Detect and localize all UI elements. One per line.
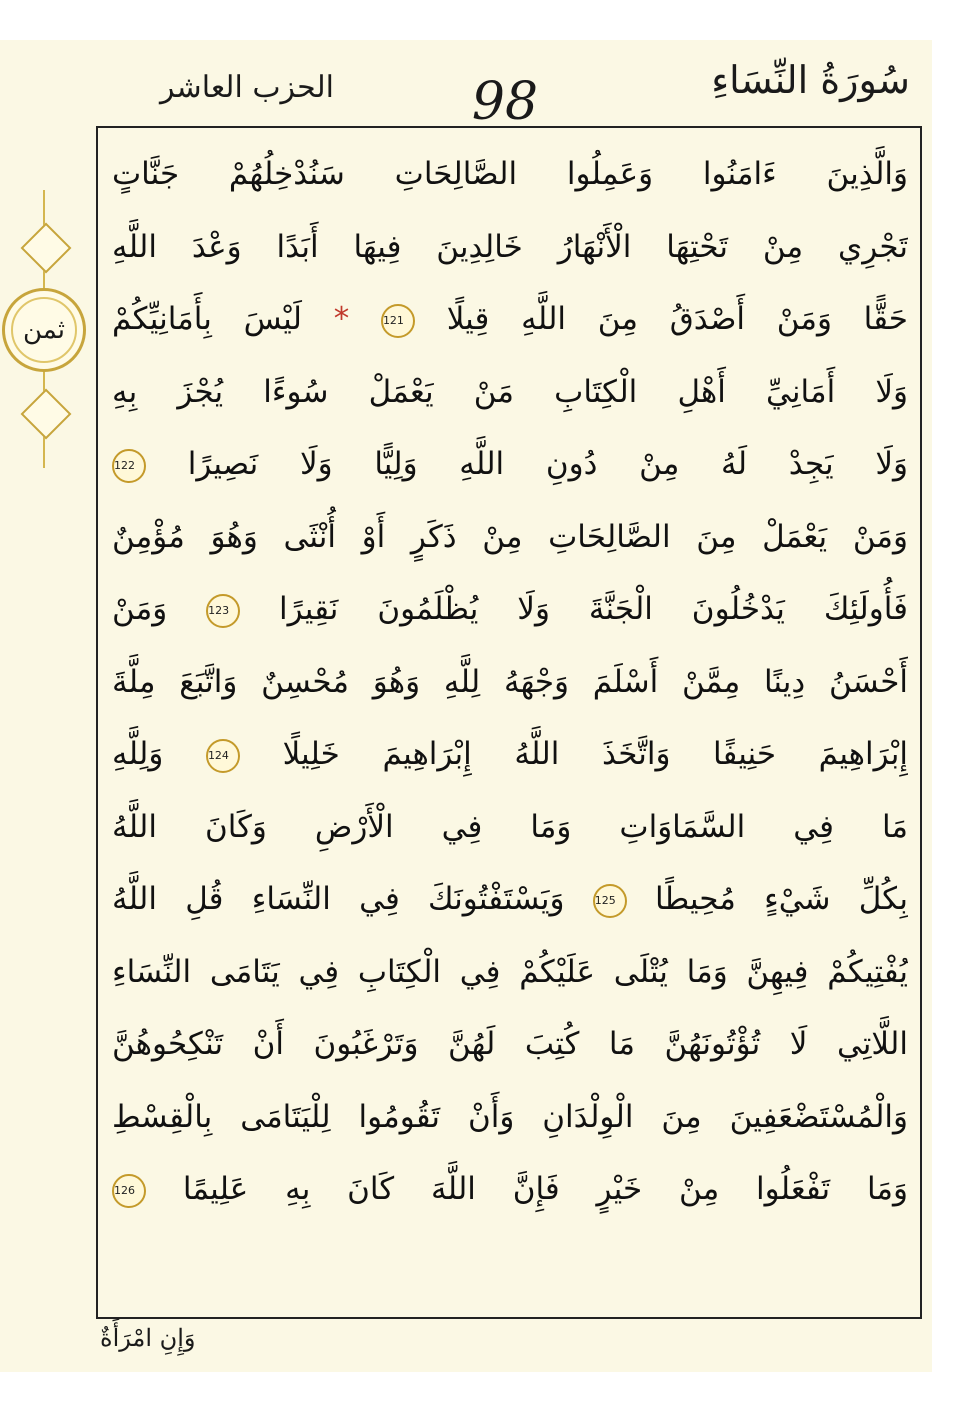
verse-text: مَا فِي السَّمَاوَاتِ وَمَا فِي الْأَرْضِ وَكَانَ اللَّهُ <box>112 808 908 845</box>
verse-text: وَلِلَّهِ <box>112 736 164 772</box>
ayah-number-marker: 122 <box>112 449 146 483</box>
ayah-number-marker: 124 <box>206 739 240 773</box>
verse-text: اللَّاتِي لَا تُؤْتُونَهُنَّ مَا كُتِبَ لَهُنَّ وَتَرْغَبُونَ أَنْ تَنْكِحُوهُنَّ <box>112 1026 908 1062</box>
verse-text: وَمَنْ يَعْمَلْ مِنَ الصَّالِحَاتِ مِنْ ذَكَرٍ أَوْ أُنْثَى وَهُوَ مُؤْمِنٌ <box>112 518 908 555</box>
verse-line <box>112 791 908 864</box>
verse-line <box>112 356 908 429</box>
thumn-star-mark: * <box>333 301 350 337</box>
verse-text: لَيْسَ بِأَمَانِيِّكُمْ <box>112 301 302 337</box>
verse-line <box>112 283 908 356</box>
verse-line <box>112 1081 908 1154</box>
verse-line <box>112 718 908 791</box>
verse-text: وَلَا يَجِدْ لَهُ مِنْ دُونِ اللَّهِ وَلِيًّا وَلَا نَصِيرًا <box>187 446 908 482</box>
text-frame <box>96 126 922 1319</box>
ayah-number-marker: 125 <box>593 884 627 918</box>
verse-text: بِكُلِّ شَيْءٍ مُحِيطًا <box>655 881 908 917</box>
verse-line <box>112 428 908 501</box>
verse-line <box>112 1008 908 1081</box>
verse-text: وَمَا تَفْعَلُوا مِنْ خَيْرٍ فَإِنَّ اللَّهَ كَانَ بِهِ عَلِيمًا <box>182 1171 908 1207</box>
verse-line <box>112 573 908 646</box>
ayah-number-marker: 123 <box>206 594 240 628</box>
thumn-medallion <box>2 288 86 372</box>
thumn-label: ثمن <box>22 315 66 345</box>
ayah-number-marker: 121 <box>381 304 415 338</box>
catchword: وَإِنِ امْرَأَةٌ <box>100 1324 196 1352</box>
verse-text: إِبْرَاهِيمَ حَنِيفًا وَاتَّخَذَ اللَّهُ إِبْرَاهِيمَ خَلِيلًا <box>282 736 908 772</box>
verse-text: وَلَا أَمَانِيِّ أَهْلِ الْكِتَابِ مَنْ يَعْمَلْ سُوءًا يُجْزَ بِهِ <box>112 373 908 410</box>
verse-text: أَحْسَنُ دِينًا مِمَّنْ أَسْلَمَ وَجْهَهُ لِلَّهِ وَهُوَ مُحْسِنٌ وَاتَّبَعَ مِلَّةَ <box>112 663 908 700</box>
verse-lines <box>112 138 908 1226</box>
verse-line <box>112 501 908 574</box>
verse-line <box>112 211 908 284</box>
verse-text: وَالَّذِينَ ءَامَنُوا وَعَمِلُوا الصَّالِحَاتِ سَنُدْخِلُهُمْ جَنَّاتٍ <box>112 156 908 192</box>
verse-text: وَمَنْ <box>112 591 168 627</box>
verse-line <box>112 1153 908 1226</box>
verse-line <box>112 646 908 719</box>
verse-line <box>112 138 908 211</box>
verse-text: وَيَسْتَفْتُونَكَ فِي النِّسَاءِ قُلِ اللَّهُ <box>112 881 565 917</box>
ayah-number-marker: 126 <box>112 1174 146 1208</box>
verse-text: وَالْمُسْتَضْعَفِينَ مِنَ الْوِلْدَانِ وَأَنْ تَقُومُوا لِلْيَتَامَى بِالْقِسْطِ <box>112 1098 908 1135</box>
verse-text: تَجْرِي مِنْ تَحْتِهَا الْأَنْهَارُ خَالِدِينَ فِيهَا أَبَدًا وَعْدَ اللَّهِ <box>112 228 908 265</box>
surah-title: سُورَةُ النِّسَاءِ <box>711 58 910 102</box>
verse-text: فَأُولَئِكَ يَدْخُلُونَ الْجَنَّةَ وَلَا يُظْلَمُونَ نَقِيرًا <box>279 591 908 627</box>
verse-text: حَقًّا وَمَنْ أَصْدَقُ مِنَ اللَّهِ قِيلًا <box>446 301 908 337</box>
verse-line <box>112 936 908 1009</box>
verse-line <box>112 863 908 936</box>
page-number: 98 <box>471 72 539 132</box>
hizb-title: الحزب العاشر <box>160 70 334 105</box>
verse-text: يُفْتِيكُمْ فِيهِنَّ وَمَا يُتْلَى عَلَيْكُمْ فِي الْكِتَابِ فِي يَتَامَى النِّسَاءِ <box>112 953 908 990</box>
